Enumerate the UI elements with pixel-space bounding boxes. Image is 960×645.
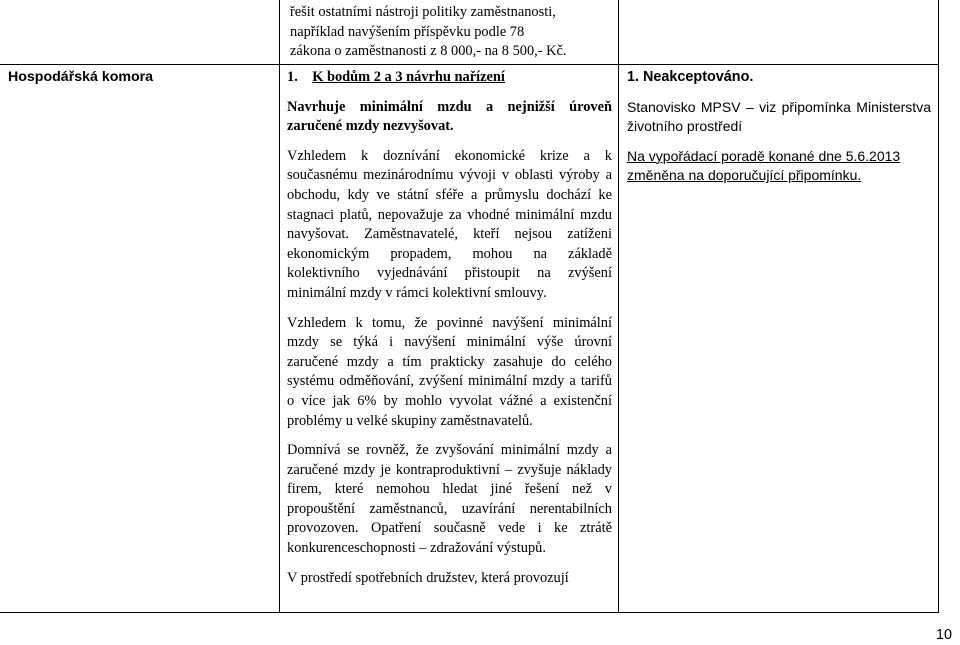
point-title: K bodům 2 a 3 návrhu nařízení [312,69,505,85]
comment-cell [287,68,612,588]
table-border-mid [618,0,619,613]
stance-text: Stanovisko MPSV – viz připomínka Ministerstva životního prostředí [627,98,931,135]
previous-row-text [290,3,612,62]
subject-label: Hospodářská komora [8,69,154,85]
previous-row-line: zákona o zaměstnanosti z 8 000,- na 8 500,- Kč. [290,43,567,60]
point-heading [287,68,612,88]
previous-row-line: řešit ostatními nástroji politiky zaměstnanosti, [290,4,556,20]
comment-paragraph: Domnívá se rovněž, že zvyšování minimální mzdy a zaručené mzdy je kontraproduktivní – zvyšuje náklady firem, které nemohou hledat jiné řešení než v propouštění zaměstnanců, uzavírání nerentabilních provozoven. Opatření současně vede i ke ztrátě konkurenceschopnosti – zdražování výstupů. [287,442,612,557]
point-number: 1. [287,69,298,85]
comment-paragraph: Vzhledem k tomu, že povinné navýšení minimální mzdy se týká i navýšení minimální výše úrovní zaručené mzdy a tím prakticky zasahuje do celého systému odměňování, zvýšení minimální mzdy a tarifů o více jak 6% by mohlo vyvolat vážné a existenční problémy u velké skupiny zaměstnavatelů. [287,314,612,429]
decision-text: 1. Neakceptováno. [627,69,754,85]
comment-paragraph: V prostředí spotřebních družstev, která provozují [287,569,569,586]
table-border-right [938,0,939,613]
row-separator [0,64,939,65]
page-number: 10 [935,627,952,643]
point-summary: Navrhuje minimální mzdu a nejnižší úroveň zaručené mzdy nezvyšovat. [287,98,612,135]
resolution-cell [627,68,931,186]
previous-row-line: například navýšením příspěvku podle 78 [290,23,525,40]
comment-paragraph: Vzhledem k doznívání ekonomické krize a k současnému mezinárodnímu vývoji v oblasti výroby a obchodu, kdy ve státní sféře a průmyslu dochází ke stagnaci platů, nepovažuje za vhodné minimální mzdu navyšovat. Zaměstnavatelé, kteří nejsou zatíženi ekonomickým propadem, mohou na základě kolektivního vyjednávání přistoupit na zvýšení minimální mzdy v rámci kolektivní smlouvy. [287,147,612,301]
table-border-left [279,0,280,613]
table-border-bottom [0,612,939,613]
subject-cell [8,68,273,88]
meeting-note: Na vypořádací poradě konané dne 5.6.2013 změněna na doporučující připomínku. [627,147,901,184]
